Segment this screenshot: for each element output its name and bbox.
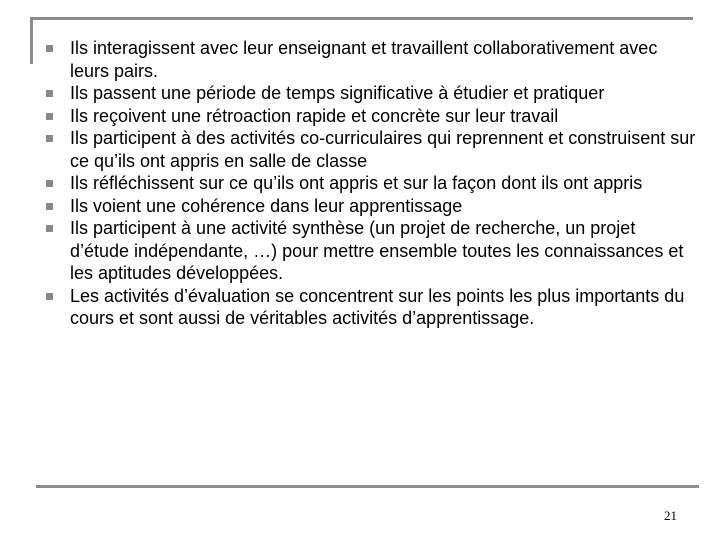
bullet-list xyxy=(46,37,696,330)
bullet-text: Les activités d’évaluation se concentrent sur les points les plus importants du cours et sont aussi de véritables activités d’apprentissage. xyxy=(70,285,685,328)
square-bullet-icon xyxy=(46,293,53,300)
bullet-item xyxy=(46,217,696,285)
square-bullet-icon xyxy=(46,113,53,120)
square-bullet-icon xyxy=(46,180,53,187)
square-bullet-icon xyxy=(46,225,53,232)
frame-top-line xyxy=(30,17,693,20)
bullet-item xyxy=(46,195,696,218)
bullet-text: Ils interagissent avec leur enseignant et travaillent collaborativement avec leurs pairs. xyxy=(70,38,658,81)
square-bullet-icon xyxy=(46,90,53,97)
bullet-item xyxy=(46,82,696,105)
page-number: 21 xyxy=(664,508,677,523)
bullet-text: Ils participent à une activité synthèse (un projet de recherche, un projet d’étude indépendante, …) pour mettre ensemble toutes les connaissances et les aptitudes développées. xyxy=(70,218,684,283)
frame-left-line xyxy=(30,17,33,64)
square-bullet-icon xyxy=(46,203,53,210)
bullet-text: Ils participent à des activités co-curriculaires qui reprennent et construisent sur ce qu’ils ont appris en salle de classe xyxy=(70,128,696,171)
bullet-text: Ils reçoivent une rétroaction rapide et concrète sur leur travail xyxy=(70,105,559,126)
bullet-text: Ils voient une cohérence dans leur apprentissage xyxy=(70,195,463,216)
bullet-item xyxy=(46,172,696,195)
square-bullet-icon xyxy=(46,135,53,142)
bullet-item xyxy=(46,37,696,82)
bullet-item xyxy=(46,285,696,330)
frame-bottom-line xyxy=(36,485,699,488)
bullet-text: Ils passent une période de temps significative à étudier et pratiquer xyxy=(70,83,605,103)
bullet-item xyxy=(46,105,696,128)
bullet-text: Ils réfléchissent sur ce qu’ils ont appris et sur la façon dont ils ont appris xyxy=(70,173,643,193)
square-bullet-icon xyxy=(46,45,53,52)
bullet-item xyxy=(46,127,696,172)
